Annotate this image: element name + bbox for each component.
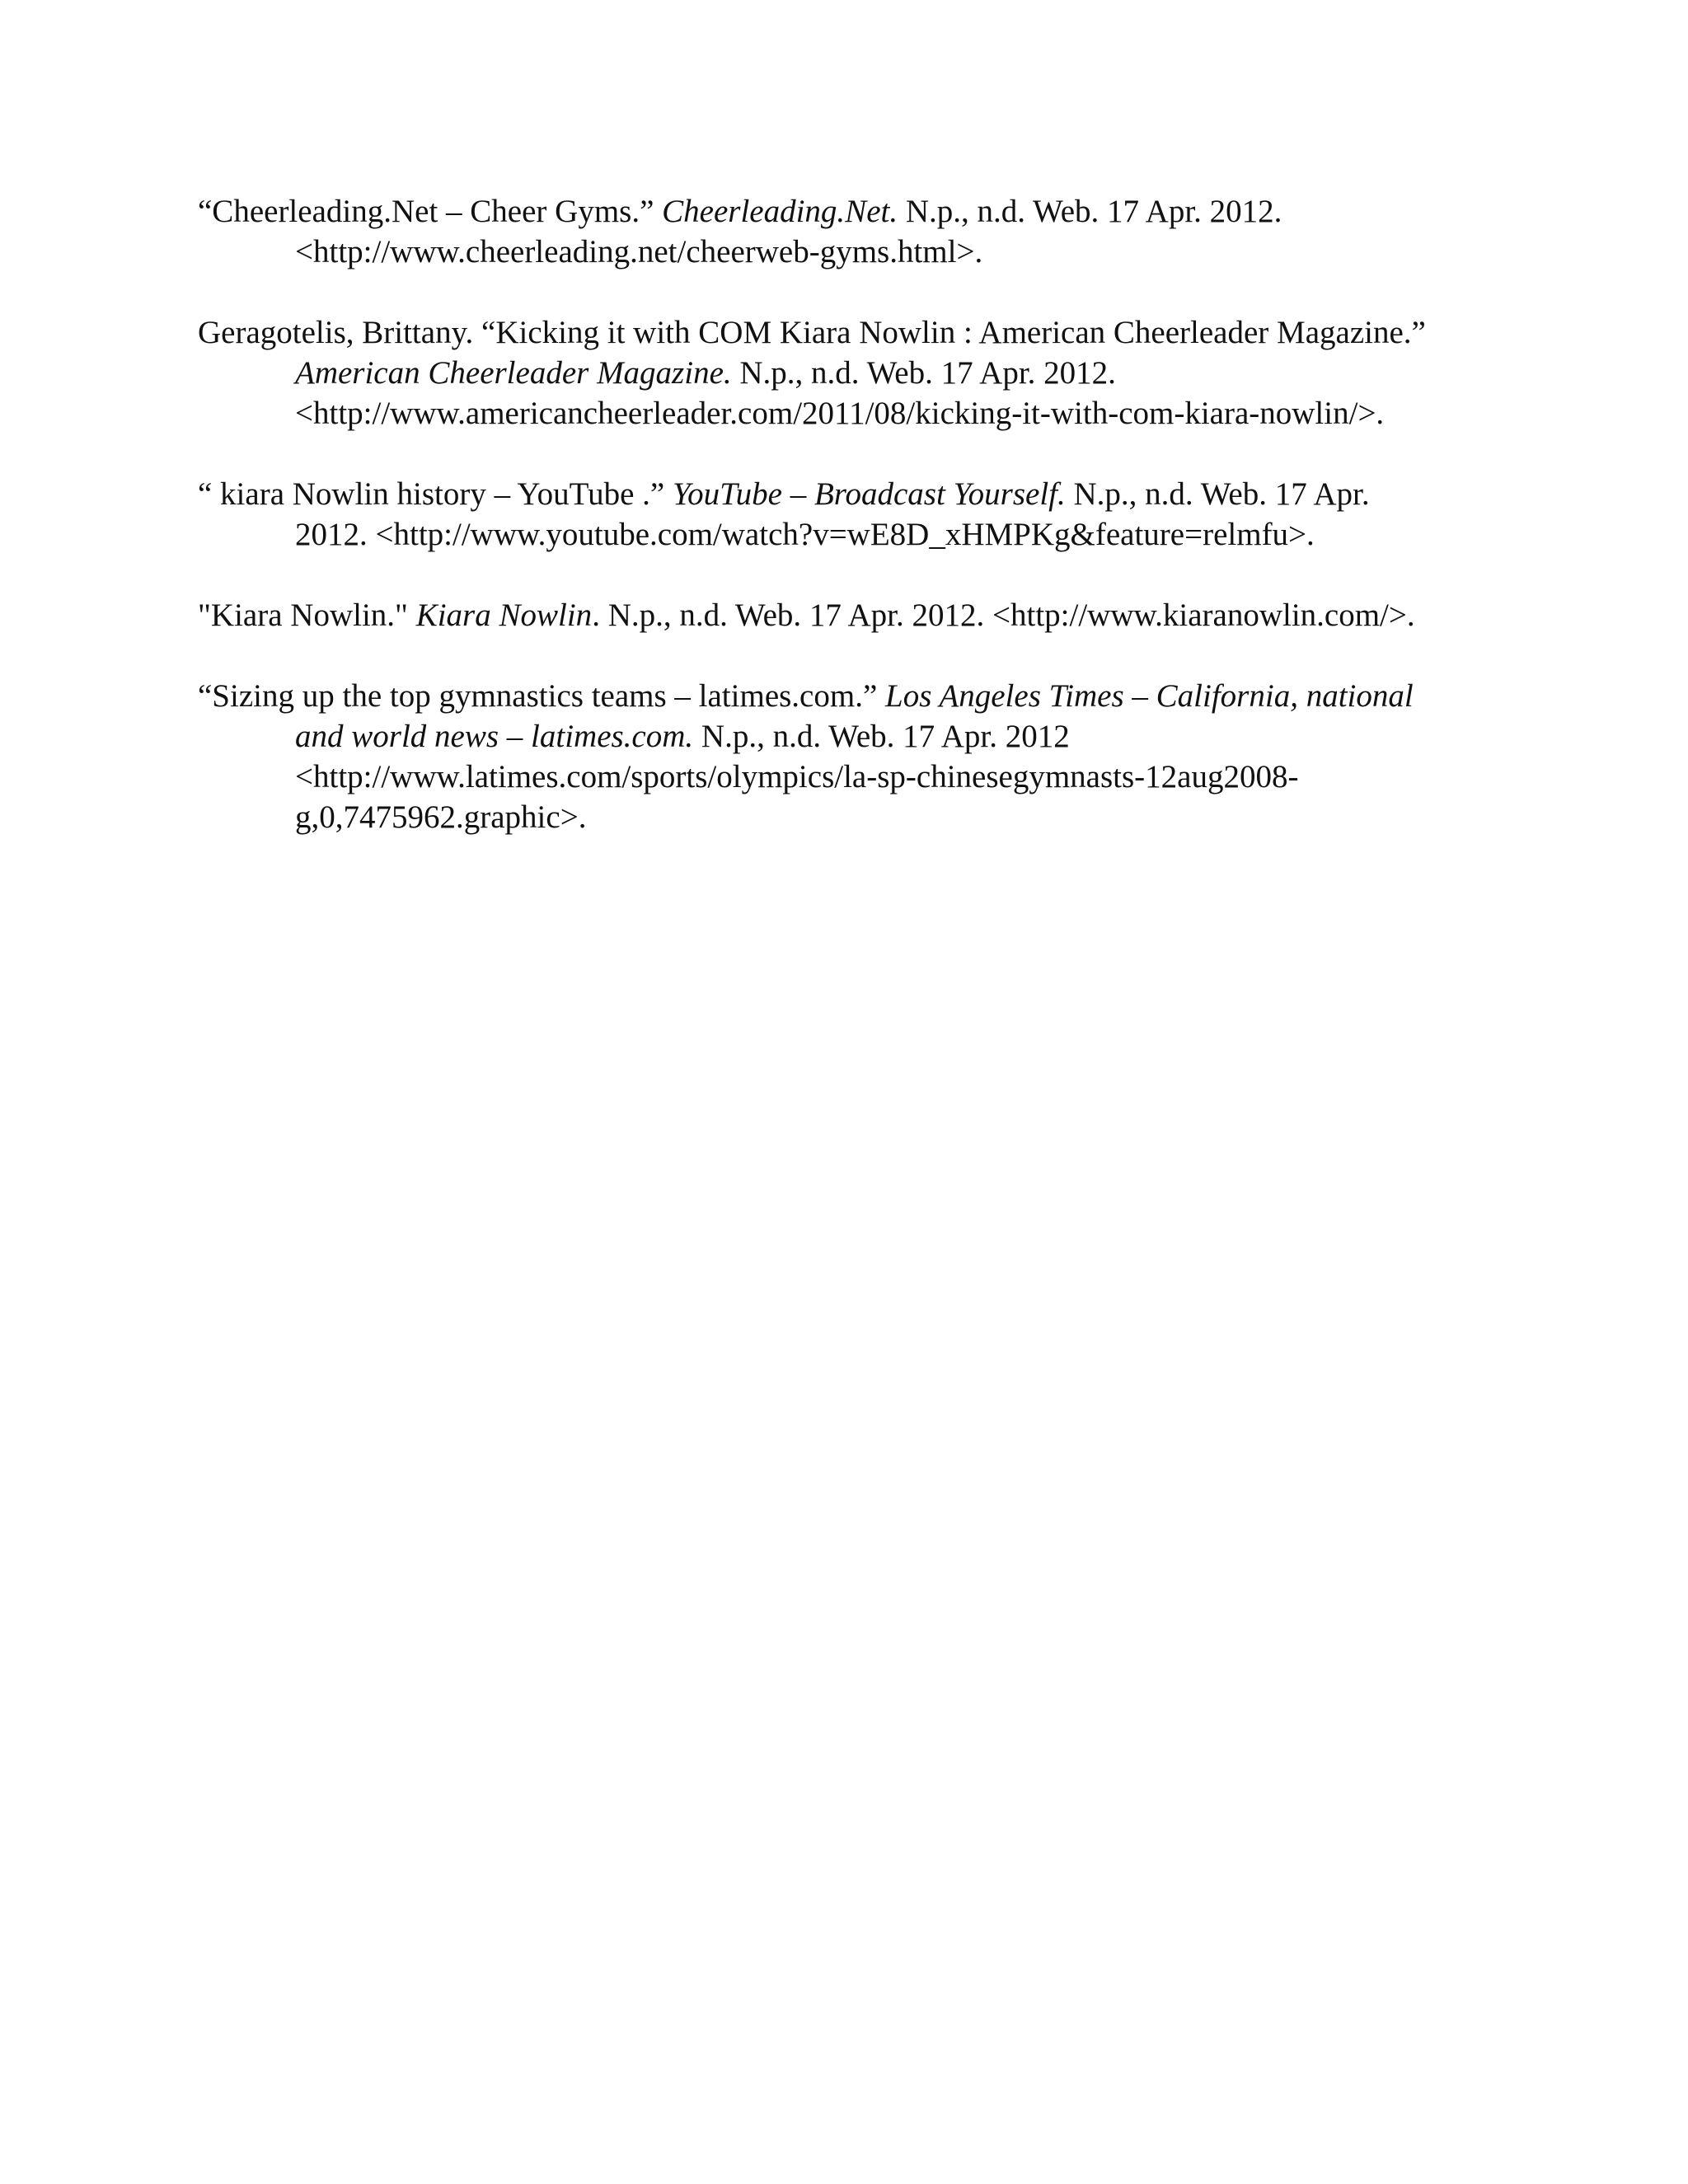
citation-source-title: YouTube – Broadcast Yourself.: [672, 476, 1066, 512]
citation-line: [198, 757, 1467, 797]
citation-text: N.p., n.d. Web. 17 Apr. 2012: [693, 719, 1070, 754]
citation-line: [198, 312, 1467, 353]
citation-url: <http://www.americancheerleader.com/2011/08/kicking-it-with-com-kiara-nowlin/>.: [295, 396, 1385, 431]
citation-text: N.p., n.d. Web. 17 Apr. 2012.: [898, 194, 1282, 229]
citation-line: [198, 393, 1467, 434]
citation-text: N.p., n.d. Web. 17 Apr.: [1065, 476, 1370, 512]
citation-entry: [198, 474, 1467, 555]
citation-text: “ kiara Nowlin history – YouTube .”: [198, 476, 673, 512]
citation-entry: [198, 676, 1467, 837]
citation-line: [198, 514, 1467, 555]
citation-entry: [198, 595, 1467, 635]
citation-source-title: Los Angeles Times – California, national: [885, 678, 1414, 714]
citation-line: [198, 474, 1467, 514]
citation-line: [198, 232, 1467, 272]
citation-url: <http://www.cheerleading.net/cheerweb-gyms.html>.: [295, 234, 983, 269]
citation-entry: [198, 191, 1467, 272]
citation-text: “Sizing up the top gymnastics teams – latimes.com.”: [198, 678, 886, 714]
citation-line: [198, 716, 1467, 757]
citation-line: [198, 191, 1467, 232]
citation-line: [198, 676, 1467, 716]
citation-source-title: and world news – latimes.com.: [295, 719, 694, 754]
citation-text: N.p., n.d. Web. 17 Apr. 2012.: [731, 355, 1116, 391]
citation-entry: [198, 312, 1467, 434]
citation-source-title: Kiara Nowlin: [415, 598, 593, 633]
citation-source-title: American Cheerleader Magazine.: [295, 355, 732, 391]
citation-source-title: Cheerleading.Net.: [662, 194, 898, 229]
citation-line: [198, 595, 1467, 635]
citation-text: . N.p., n.d. Web. 17 Apr. 2012. <http://www.kiaranowlin.com/>.: [592, 598, 1415, 633]
citation-line: [198, 797, 1467, 837]
citation-text: "Kiara Nowlin.": [198, 598, 416, 633]
works-cited-list: [198, 191, 1467, 878]
citation-text: Geragotelis, Brittany. “Kicking it with COM Kiara Nowlin : American Cheerleader Magazine.”: [198, 315, 1426, 350]
citation-line: [198, 353, 1467, 393]
citation-text: “Cheerleading.Net – Cheer Gyms.”: [198, 194, 663, 229]
citation-url: 2012. <http://www.youtube.com/watch?v=wE8D_xHMPKg&feature=relmfu>.: [295, 517, 1315, 552]
citation-url: <http://www.latimes.com/sports/olympics/la-sp-chinesegymnasts-12aug2008-: [295, 759, 1299, 794]
citation-url: g,0,7475962.graphic>.: [295, 799, 587, 835]
